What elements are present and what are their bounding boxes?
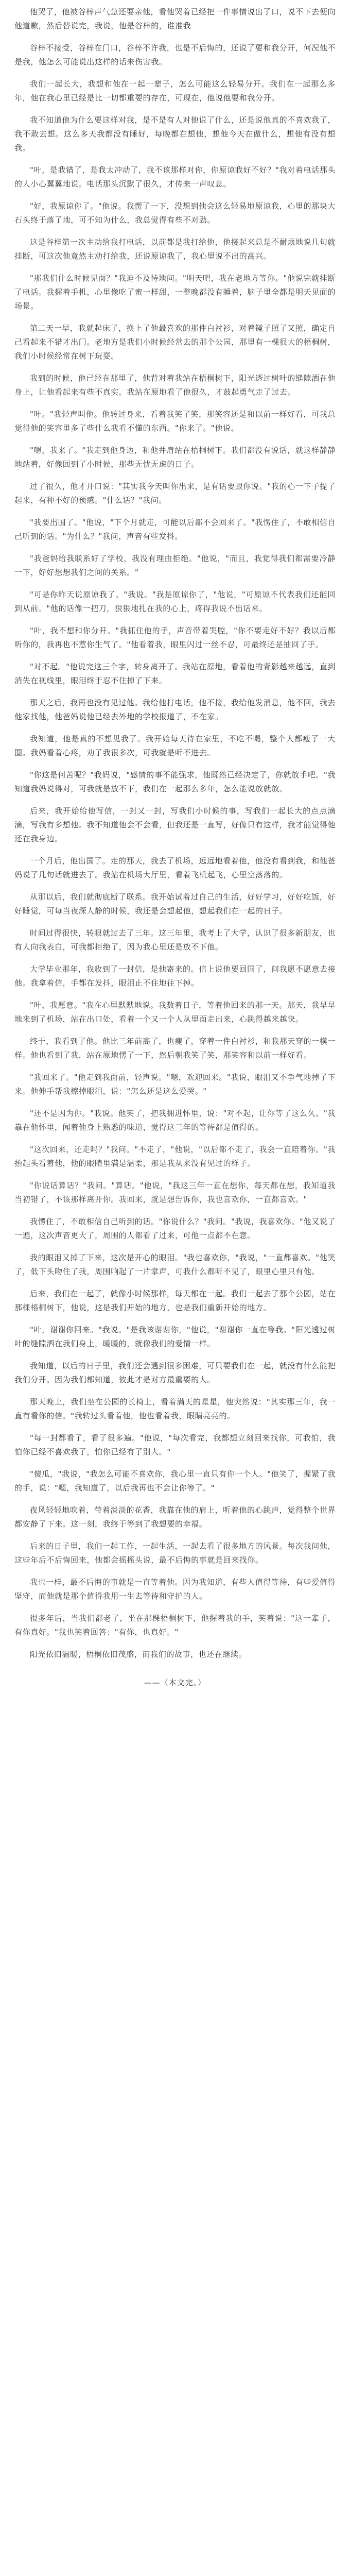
paragraph: "我要出国了。"他说，"下个月就走，可能以后都不会回来了。"我愣住了，不敢相信自己听到的话。"为什么？"我问，声音有些发抖。 bbox=[14, 518, 336, 541]
paragraph: 一个月后，他出国了。走的那天，我去了机场，远远地看着他，他没有看到我，和他爸妈说了几句话就进去了。我站在机场大厅里，看着飞机起飞，心里空落落的。 bbox=[14, 856, 336, 879]
paragraph: "叶。"我轻声叫他。他转过身来，看着我笑了笑，那笑容还是和以前一样好看，可我总觉得他的笑容里多了些什么我看不懂的东西。"你来了。"他说。 bbox=[14, 410, 336, 433]
paragraph: 我知道，以后的日子里，我们还会遇到很多困难，可只要我们在一起，就没有什么能把我们分开。因为我们都知道，彼此才是对方最重要的人。 bbox=[14, 1361, 336, 1384]
paragraph: "你说话算话？"我问。"算话。"他说，"我这三年一直在想你，每天都在想，我知道我当初错了，不该那样离开你。我回来，就是想告诉你，我也喜欢你，一直都喜欢。" bbox=[14, 1181, 336, 1204]
article-body bbox=[14, 5, 336, 1662]
paragraph: "好，我原谅你了。"他说。我愣了一下，没想到他会这么轻易地原谅我，心里的那块大石头终于落了地，可不知为什么，我总觉得有些不对劲。 bbox=[14, 201, 336, 225]
paragraph: 我的眼泪又掉了下来，这次是开心的眼泪。"我也喜欢你，"我说，"一直都喜欢。"他笑了，低下头吻住了我，周围响起了一片掌声，可我什么都听不见了，眼里心里只有他。 bbox=[14, 1253, 336, 1276]
paragraph: 后来，我们在一起了，就像小时候那样，每天都在一起。我们一起去了那个公园，站在那棵梧桐树下，他说，这是我们开始的地方，也是我们重新开始的地方。 bbox=[14, 1289, 336, 1312]
paragraph: "傻瓜，"我说，"我怎么可能不喜欢你，我心里一直只有你一个人。"他笑了，握紧了我的手，说："嗯，我知道了，以后我再也不会让你等了。" bbox=[14, 1469, 336, 1493]
paragraph: 终于，我看到了他。他比三年前高了，也瘦了，穿着一件白衬衫，和我那天穿的一模一样。他也看到了我，站在原地愣了一下，然后朝我笑了笑，那笑容和以前一样好看。 bbox=[14, 1037, 336, 1060]
paragraph: 过了很久，他才开口说："其实我今天叫你出来，是有话要跟你说。"我的心一下子提了起来，有种不好的预感。"什么话？"我问。 bbox=[14, 482, 336, 505]
paragraph: 我不知道他为什么要这样对我，是不是有人对他说了什么，还是说他真的不喜欢我了，我不敢去想。这么多天我都没有睡好，每晚都在想他，想他今天在做什么，想他有没有想我。 bbox=[14, 115, 336, 152]
paragraph: "叶，谢谢你回来。"我说。"是我该谢谢你，"他说，"谢谢你一直在等我。"阳光透过树叶的缝隙洒在我们身上，暖暖的，就像我们的爱情一样。 bbox=[14, 1325, 336, 1348]
paragraph: "叶，是我错了，是我太冲动了，我不该那样对你，你原谅我好不好？"我对着电话那头的人小心翼翼地说。电话那头沉默了很久，才传来一声叹息。 bbox=[14, 165, 336, 189]
paragraph: 时间过得很快，转眼就过去了三年。这三年里，我考上了大学，认识了很多新朋友，也有人向我表白，可我都拒绝了，因为我心里还是放不下他。 bbox=[14, 928, 336, 952]
paragraph: 很多年后，当我们都老了，坐在那棵梧桐树下，他握着我的手，笑着说："这一辈子，有你真好。"我也笑着回答："有你，也真好。" bbox=[14, 1614, 336, 1637]
paragraph: 后来，我开始给他写信，一封又一封，写我们小时候的事，写我们一起长大的点点滴滴，写我有多想他。我不知道他会不会看，但我还是一直写，好像只有这样，我才能觉得他还在我身边。 bbox=[14, 806, 336, 843]
paragraph: 夜风轻轻地吹着，带着淡淡的花香，我靠在他的肩上，听着他的心跳声，觉得整个世界都安静了下来。这一刻，我终于等到了我想要的幸福。 bbox=[14, 1505, 336, 1529]
paragraph: "那我们什么时候见面？"我迫不及待地问。"明天吧，我在老地方等你。"他说完就挂断了电话。我握着手机，心里像吃了蜜一样甜，一整晚都没有睡着，脑子里全都是明天见面的场景。 bbox=[14, 274, 336, 311]
paragraph: "叶，我愿意。"我在心里默默地说。我数着日子，等着他回来的那一天。那天，我早早地来到了机场，站在出口处，看着一个又一个人从里面走出来，心跳得越来越快。 bbox=[14, 1001, 336, 1024]
paragraph: "对不起。"他说完这三个字，转身离开了。我站在原地，看着他的背影越来越远，直到消失在视线里，眼泪终于忍不住掉了下来。 bbox=[14, 662, 336, 685]
paragraph: 他哭了，他被谷梓声气急还要亲他，看他哭着已经把一件事情说出了口，说不下去便向他道歉，然后替说完，我说，他是谷梓的，谁准我 bbox=[14, 7, 336, 30]
paragraph: 第二天一早，我就起床了，换上了他最喜欢的那件白衬衫，对着镜子照了又照，确定自己看起来不错才出门。老地方是我们小时候经常去的那个公园，那里有一棵很大的梧桐树，我们小时候经常在树下玩耍。 bbox=[14, 324, 336, 361]
paragraph: "我回来了。"他走到我面前，轻声说。"嗯，欢迎回来。"我说，眼泪又不争气地掉了下来。他伸手帮我擦掉眼泪，说："怎么还是这么爱哭。" bbox=[14, 1073, 336, 1096]
paragraph: 我知道，他是真的不想见我了。我开始每天待在家里，不吃不喝，整个人都瘦了一大圈。我妈看着心疼，劝了我很多次，可我就是听不进去。 bbox=[14, 734, 336, 757]
paragraph: "这次回来，还走吗？"我问。"不走了，"他说，"以后都不走了，我会一直陪着你。"我抬起头看着他，他的眼睛里满是温柔，那是我从来没有见过的样子。 bbox=[14, 1145, 336, 1168]
paragraph: "叶，我不想和你分开。"我抓住他的手，声音带着哭腔，"你不要走好不好？我以后都听你的，我再也不惹你生气了。"他看着我，眼里闪过一丝不忍，可最终还是抽回了手。 bbox=[14, 626, 336, 649]
paragraph: 后来的日子里，我们一起工作，一起生活，一起去看了很多地方的风景。每次我问他，这些年后不后悔回来，他都会摇摇头说，最不后悔的事就是回来找你。 bbox=[14, 1541, 336, 1565]
paragraph: 谷梓不接受，谷梓在门口，谷梓不许我，也是不后悔的，还说了要和我分开，何况他不是我，他怎么可能说出这样的话来伤害我。 bbox=[14, 43, 336, 66]
paragraph: 大学毕业那年，我收到了一封信，是他寄来的。信上说他要回国了，问我愿不愿意去接他。我拿着信，手都在发抖，眼泪止不住地往下掉。 bbox=[14, 964, 336, 988]
paragraph: "嗯，我来了。"我走到他身边，和他并肩站在梧桐树下。我们都没有说话，就这样静静地站着，好像回到了小时候，那些无忧无虑的日子。 bbox=[14, 446, 336, 469]
paragraph: 那天晚上，我们坐在公园的长椅上，看着满天的星星，他突然说："其实那三年，我一直有看你的信。"我转过头看着他，他也看着我，眼睛亮亮的。 bbox=[14, 1397, 336, 1420]
paragraph: 从那以后，我们就彻底断了联系。我开始试着过自己的生活，好好学习，好好吃饭，好好睡觉，可每当夜深人静的时候，我还是会想起他，想起我们在一起的日子。 bbox=[14, 892, 336, 916]
paragraph: 我们一起长大，我想和他在一起一辈子，怎么可能这么轻易分开。我们在一起那么多年，他在我心里已经是比一切都重要的存在，可现在，他说他要和我分开。 bbox=[14, 79, 336, 103]
paragraph: 我愣住了，不敢相信自己听到的话。"你说什么？"我问。"我说，我喜欢你。"他又说了一遍，这次声音更大了，周围的人都看了过来，可他一点都不在意。 bbox=[14, 1217, 336, 1240]
paragraph: 我也一样，最不后悔的事就是一直等着他。因为我知道，有些人值得等待，有些爱值得坚守，而他就是那个值得我用一生去等待和守护的人。 bbox=[14, 1578, 336, 1601]
paragraph: 这是谷梓第一次主动给我打电话，以前都是我打给他，他接起来总是不耐烦地说几句就挂断，可这次他竟然主动打给我，还说原谅我了，我心里说不出的高兴。 bbox=[14, 238, 336, 261]
paragraph: "你这是何苦呢？"我妈说，"感情的事不能强求，他既然已经决定了，你就放手吧。"我知道我妈说得对，可我就是放不下，我们在一起那么多年，怎么能说放就放。 bbox=[14, 770, 336, 793]
paragraph: "每一封都看了，看了很多遍。"他说，"每次看完，我都想立刻回来找你，可我怕，我怕你已经不喜欢我了，怕你已经有了别人。" bbox=[14, 1433, 336, 1456]
paragraph: "我爸妈给我联系好了学校，我没有理由拒绝。"他说，"而且，我觉得我们都需要冷静一下，好好想想我们之间的关系。" bbox=[14, 554, 336, 577]
paragraph: 那天之后，我再也没有见过他。我给他打电话，他不接，我给他发消息，他不回，我去他家找他，他爸妈说他已经去外地的学校报道了，不在家。 bbox=[14, 698, 336, 721]
paragraph: 阳光依旧温暖，梧桐依旧茂盛，而我们的故事，也还在继续。 bbox=[30, 1650, 247, 1659]
paragraph: "可是你昨天说原谅我了。"我说。"我是原谅你了，"他说，"可原谅不代表我们还能回到从前。"他的话像一把刀，狠狠地扎在我的心上，疼得我说不出话来。 bbox=[14, 590, 336, 613]
paragraph: 我到的时候，他已经在那里了，他背对着我站在梧桐树下，阳光透过树叶的缝隙洒在他身上，让他看起来有些不真实。我站在原地看了他很久，才鼓起勇气走了过去。 bbox=[14, 374, 336, 397]
paragraph: "还不是因为你。"我说。他笑了，把我拥进怀里，说："对不起，让你等了这么久。"我靠在他怀里，闻着他身上熟悉的味道，觉得这三年的等待都是值得的。 bbox=[14, 1109, 336, 1132]
ending-mark: ——（本文完。） bbox=[144, 1678, 206, 1687]
